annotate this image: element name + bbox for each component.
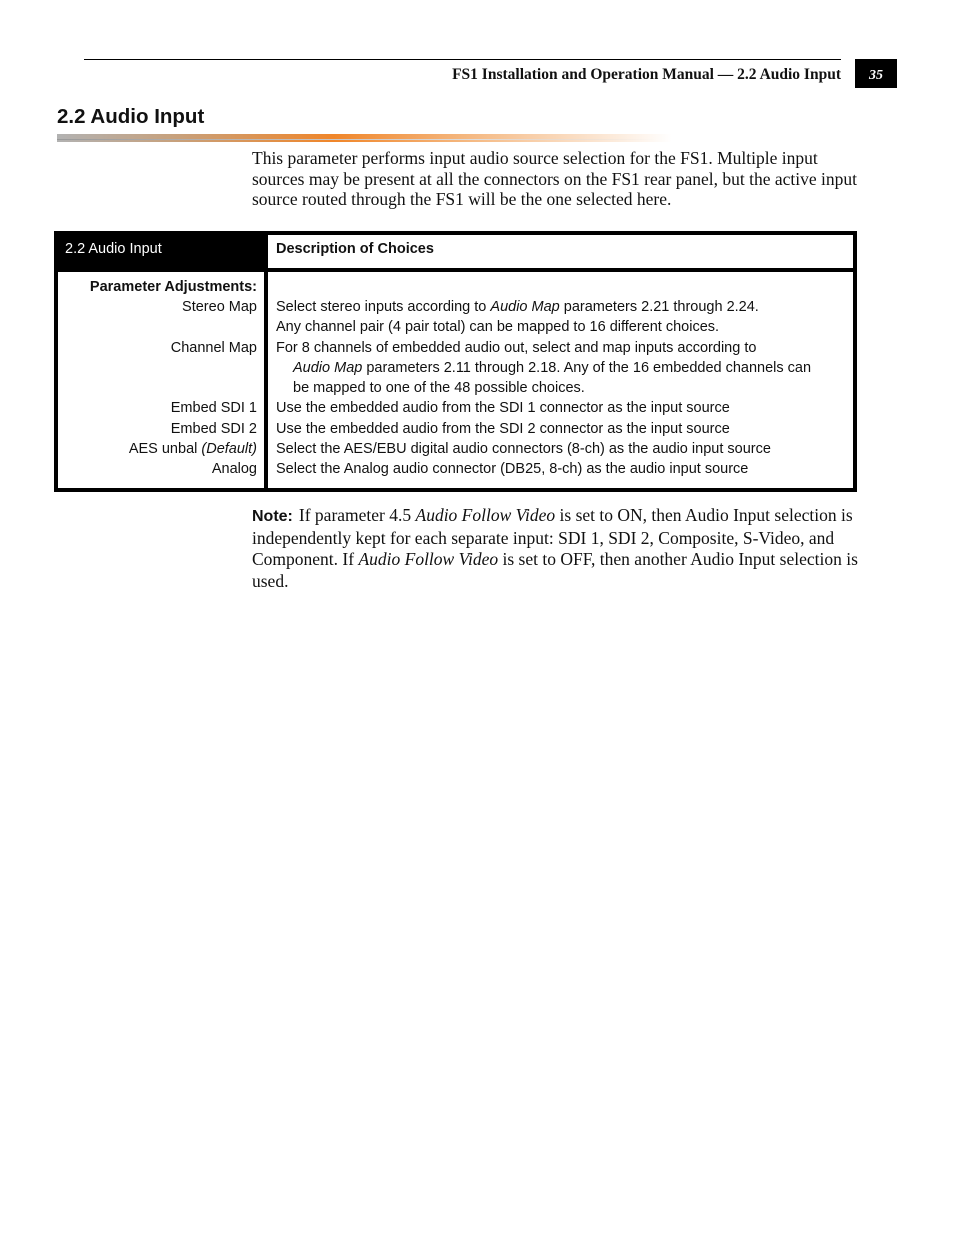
table-header-description: Description of Choices [276,241,434,257]
param-stereo-map: Stereo Map [182,299,257,315]
desc-stereo-map-line2: Any channel pair (4 pair total) can be mapped to 16 different choices. [276,319,720,335]
desc-embed-sdi-1: Use the embedded audio from the SDI 1 connector as the input source [276,400,730,416]
desc-channel-map-line1: For 8 channels of embedded audio out, select and map inputs according to [276,340,757,356]
intro-paragraph: This parameter performs input audio source selection for the FS1. Multiple input sources may be present at all the connectors on the FS1 rear panel, but the active input source routed through the FS1 will be the one selected here. [252,148,858,209]
page-number: 35 [855,59,897,88]
desc-aes-unbal: Select the AES/EBU digital audio connectors (8-ch) as the audio input source [276,441,771,457]
desc-emphasis: Audio Map [490,299,560,315]
note-emphasis: Audio Follow Video [415,505,556,525]
desc-embed-sdi-2: Use the embedded audio from the SDI 2 connector as the input source [276,421,730,437]
table-header-parameter: 2.2 Audio Input [65,241,162,257]
param-adjustments-heading: Parameter Adjustments: [89,279,257,295]
param-embed-sdi-1: Embed SDI 1 [170,400,257,416]
desc-emphasis: Audio Map [293,360,363,376]
note-emphasis: Audio Follow Video [358,549,499,569]
note-paragraph [252,505,877,592]
note-label: Note: [252,508,293,525]
param-aes-unbal [129,441,257,457]
desc-channel-map-line2 [293,360,811,376]
default-marker: (Default) [201,441,257,457]
section-title: 2.2 Audio Input [57,105,205,128]
desc-text: parameters 2.11 through 2.18. Any of the 16 embedded channels can [362,360,812,376]
param-channel-map: Channel Map [170,340,257,356]
note-text: If parameter 4.5 [298,505,416,525]
desc-analog: Select the Analog audio connector (DB25, 8-ch) as the audio input source [276,461,749,477]
note-text: is set to OFF, then another Audio Input selection is used. [252,549,858,591]
running-header: FS1 Installation and Operation Manual — 2.2 Audio Input [452,66,841,83]
title-underline-rule [57,139,657,140]
desc-text: parameters 2.21 through 2.24. [559,299,759,315]
header-rule [84,59,841,60]
param-embed-sdi-2: Embed SDI 2 [170,421,257,437]
desc-stereo-map-line1 [276,299,759,315]
desc-channel-map-line3: be mapped to one of the 48 possible choices. [293,380,585,396]
title-underline-bar [57,134,672,142]
param-analog: Analog [211,461,257,477]
param-aes-unbal-label: AES unbal [128,441,202,457]
note-text: is set to ON, then Audio Input selection is independently kept for each separate input: SDI 1, SDI 2, Composite, S-Video, and Component. If [252,505,853,569]
desc-text: Select stereo inputs according to [276,299,491,315]
